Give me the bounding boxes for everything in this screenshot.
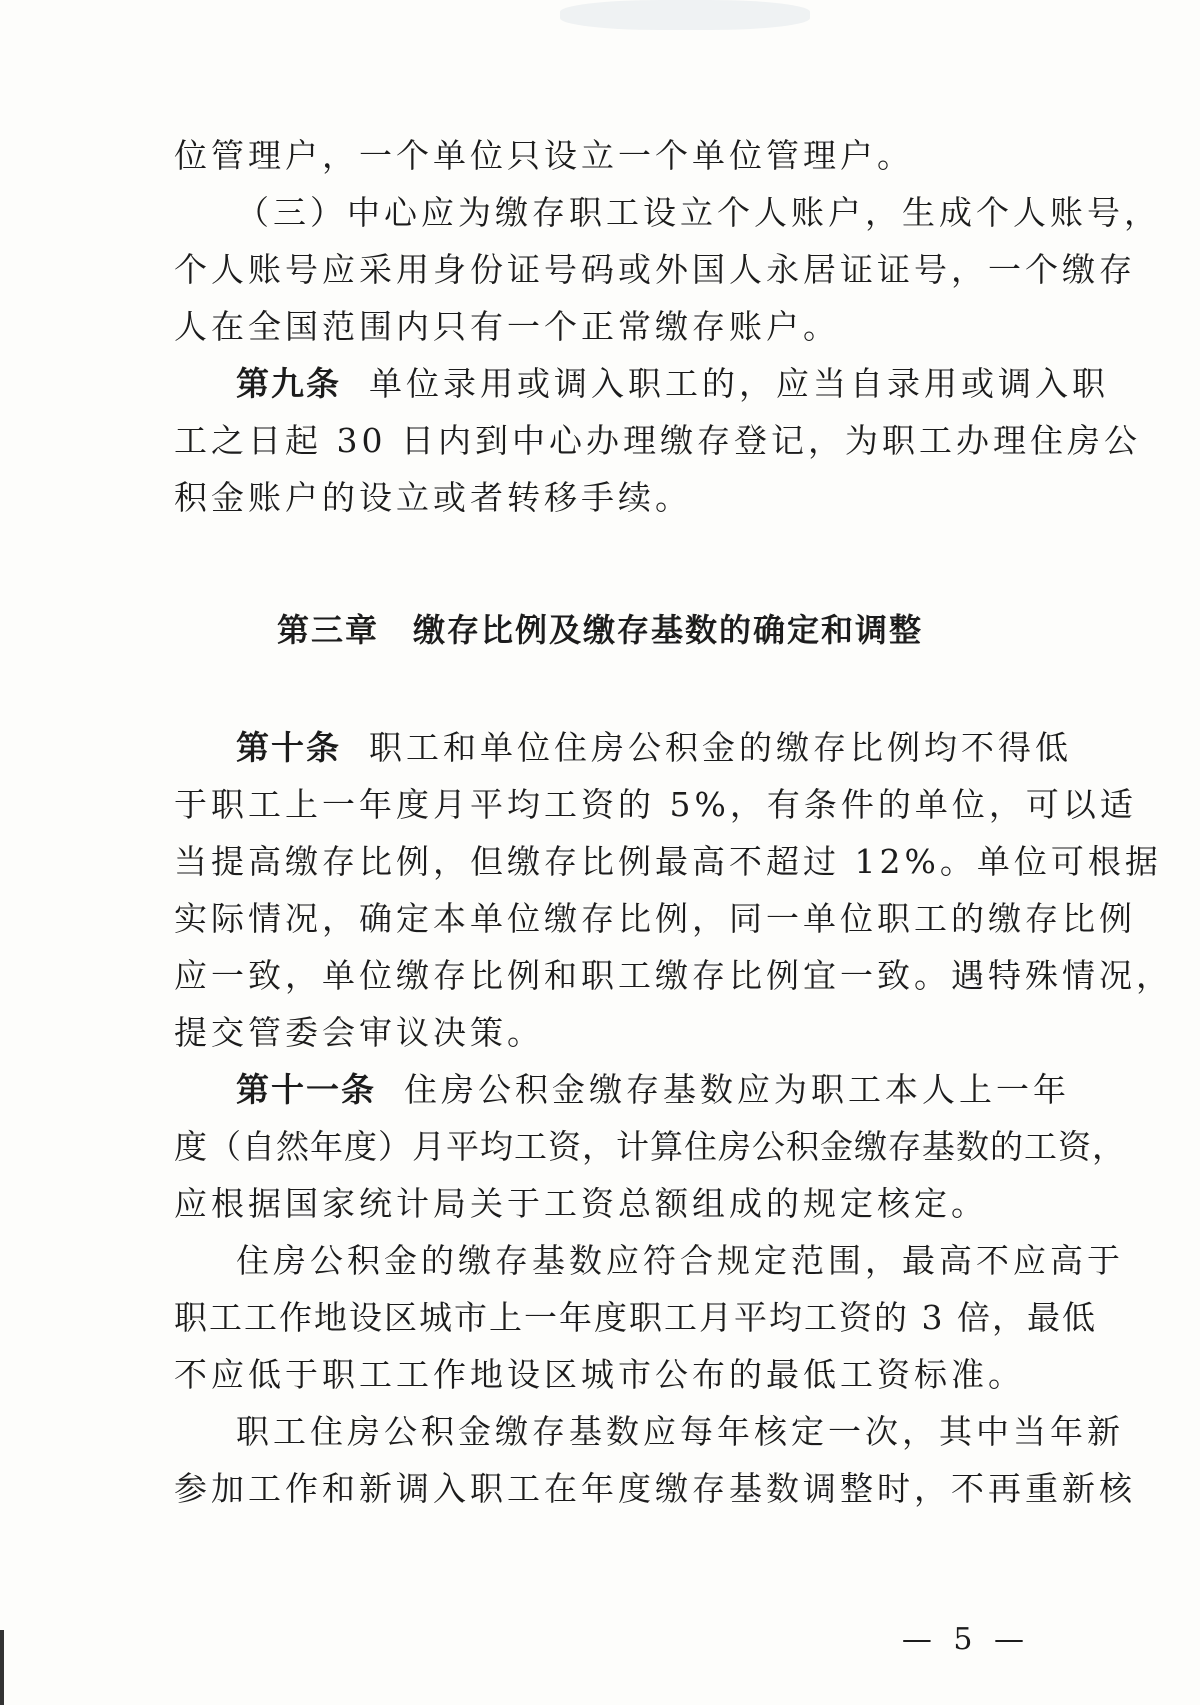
- text-line: 职工住房公积金缴存基数应每年核定一次，其中当年新: [236, 1412, 1124, 1451]
- text-span: 职工和单位住房公积金的缴存比例均不得低: [369, 728, 1072, 767]
- text-line: 实际情况，确定本单位缴存比例，同一单位职工的缴存比例: [174, 899, 1136, 938]
- text-line: 人在全国范围内只有一个正常缴存账户。: [174, 307, 840, 346]
- text-line: （三）中心应为缴存职工设立个人账户，生成个人账号，: [236, 193, 1161, 232]
- text-line: 度（自然年度）月平均工资，计算住房公积金缴存基数的工资，: [174, 1127, 1126, 1166]
- text-span: 住房公积金缴存基数应为职工本人上一年: [404, 1070, 1070, 1109]
- text-line: 于职工上一年度月平均工资的 5%，有条件的单位，可以适: [174, 785, 1137, 824]
- text-line: 参加工作和新调入职工在年度缴存基数调整时，不再重新核: [174, 1469, 1136, 1508]
- text-line: 工之日起 30 日内到中心办理缴存登记，为职工办理住房公: [174, 421, 1141, 460]
- scan-smudge: [560, 0, 810, 30]
- chapter-number: 第三章: [276, 611, 379, 649]
- text-span: 单位录用或调入职工的，应当自录用或调入职: [369, 364, 1109, 403]
- text-line: 积金账户的设立或者转移手续。: [174, 478, 692, 517]
- text-line: 位管理户，一个单位只设立一个单位管理户。: [174, 136, 914, 175]
- article-number: 第十条: [236, 728, 341, 767]
- text-line: 当提高缴存比例，但缴存比例最高不超过 12%。单位可根据: [174, 842, 1162, 881]
- text-line: 应根据国家统计局关于工资总额组成的规定核定。: [174, 1184, 988, 1223]
- article-number: 第十一条: [236, 1070, 376, 1109]
- page-number: — 5 —: [901, 1622, 1030, 1657]
- text-line: 提交管委会审议决策。: [174, 1013, 544, 1052]
- text-line: 个人账号应采用身份证号码或外国人永居证证号，一个缴存: [174, 250, 1136, 289]
- article-11-line: [236, 1070, 1096, 1110]
- text-line: 住房公积金的缴存基数应符合规定范围，最高不应高于: [236, 1241, 1124, 1280]
- article-9-line: [236, 364, 1109, 404]
- text-line: 职工工作地设区城市上一年度职工月平均工资的 3 倍，最低: [174, 1298, 1097, 1337]
- chapter-heading: [0, 610, 1200, 650]
- article-10-line: [236, 728, 1096, 768]
- scan-edge-mark: [0, 1630, 4, 1705]
- chapter-title: 缴存比例及缴存基数的确定和调整: [413, 611, 924, 649]
- text-line: 不应低于职工工作地设区城市公布的最低工资标准。: [174, 1355, 1025, 1394]
- text-line: 应一致，单位缴存比例和职工缴存比例宜一致。遇特殊情况，: [174, 956, 1173, 995]
- article-number: 第九条: [236, 364, 341, 403]
